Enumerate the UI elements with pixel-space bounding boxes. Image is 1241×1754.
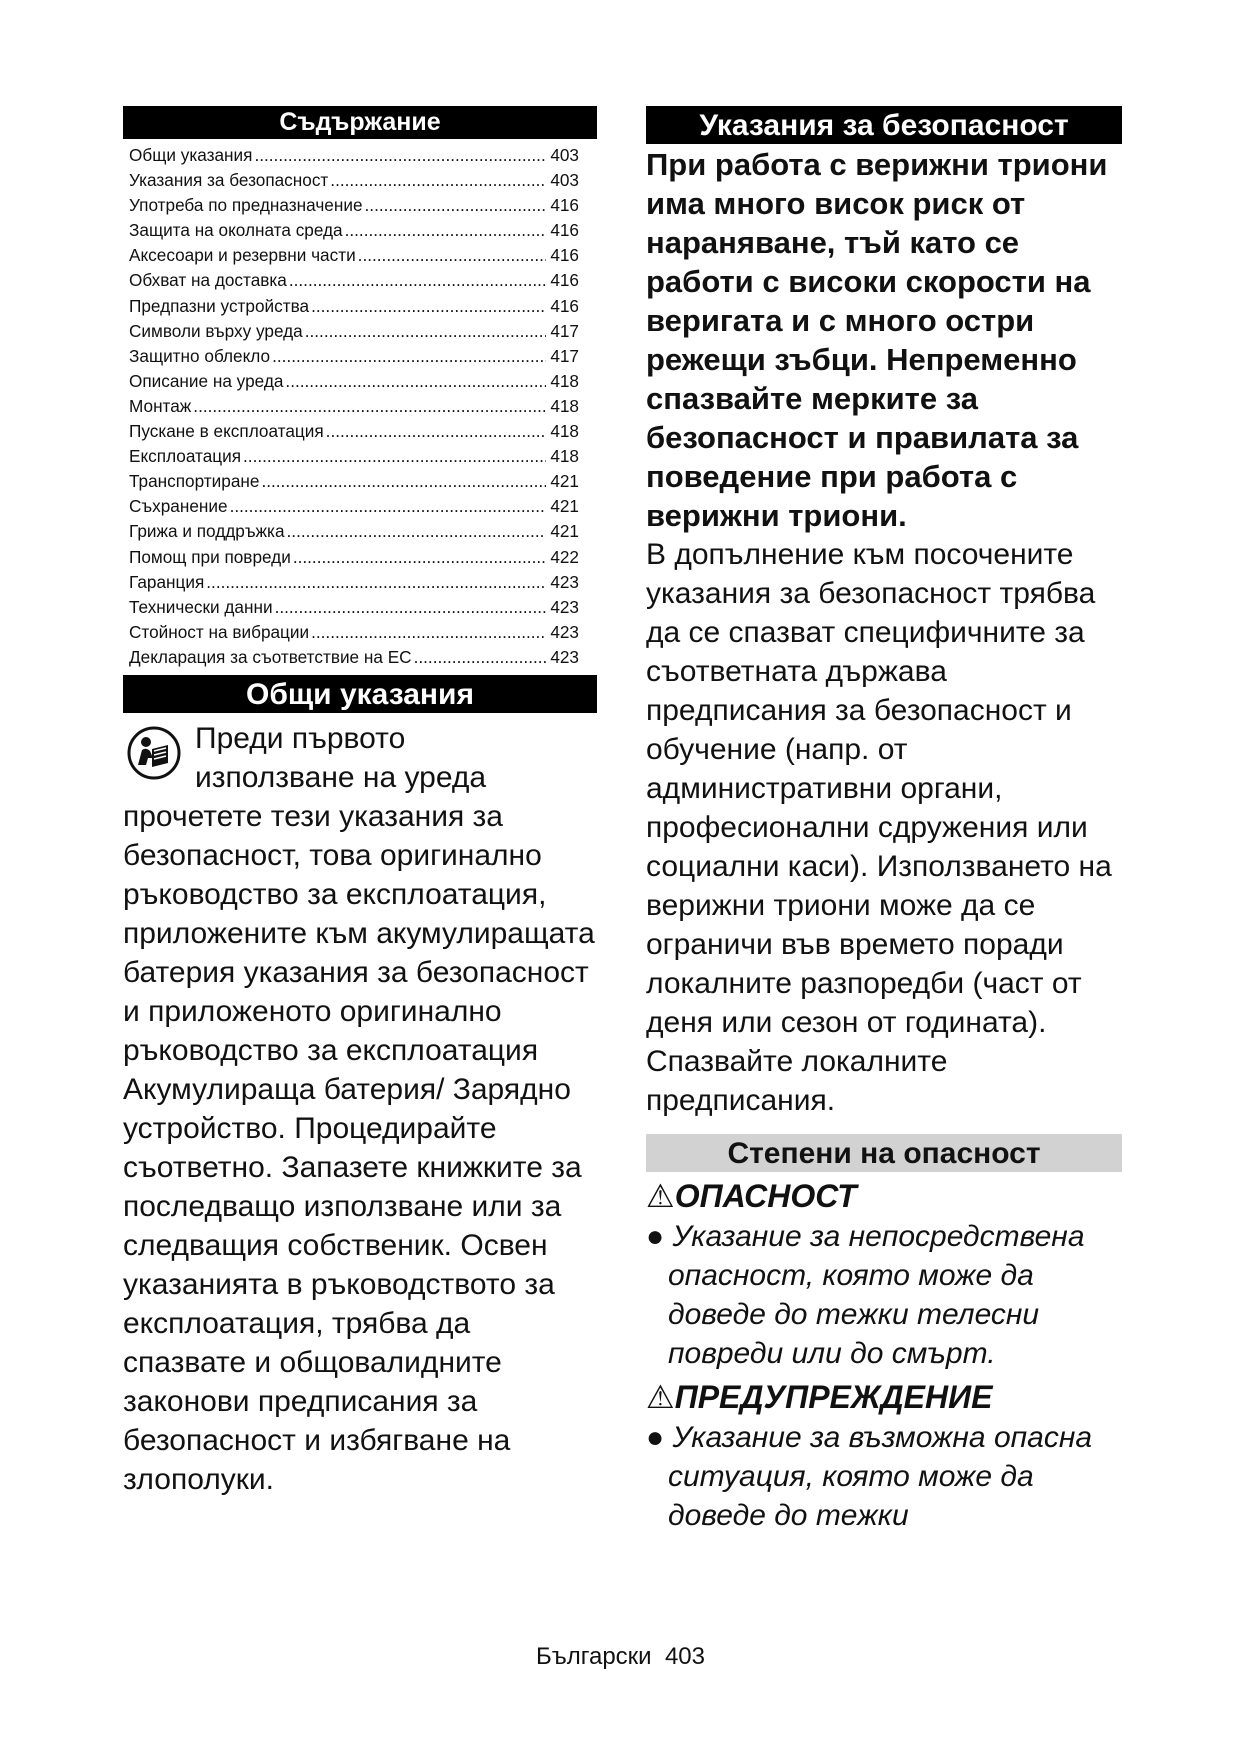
toc-item-title: Описание на уреда xyxy=(129,370,284,391)
toc-item-title: Монтаж xyxy=(129,395,192,416)
danger-levels-heading: Степени на опасност xyxy=(646,1134,1122,1172)
toc-item-title: Защитно облекло xyxy=(129,345,271,366)
toc-item[interactable] xyxy=(123,645,597,670)
toc-item[interactable] xyxy=(123,143,597,168)
toc-leader-dots xyxy=(261,469,546,494)
toc-leader-dots xyxy=(193,394,546,419)
toc-item-title: Защита на околната среда xyxy=(129,220,343,241)
toc-leader-dots xyxy=(311,294,546,319)
warning-triangle-icon: ⚠ xyxy=(646,1178,675,1214)
toc-heading: Съдържание xyxy=(123,106,597,139)
toc-item-title: Помощ при повреди xyxy=(129,546,291,567)
toc-item-page: 416 xyxy=(550,270,579,291)
toc-item-title: Символи върху уреда xyxy=(129,320,303,341)
toc-item[interactable] xyxy=(123,344,597,369)
toc-item-title: Грижа и поддръжка xyxy=(129,521,285,542)
danger-heading xyxy=(646,1176,1122,1217)
toc-item-page: 418 xyxy=(550,446,579,467)
toc-item-title: Пускане в експлоатация xyxy=(129,421,324,442)
toc-leader-dots xyxy=(414,645,547,670)
toc-leader-dots xyxy=(330,168,546,193)
toc-leader-dots xyxy=(287,519,547,544)
toc-item-page: 417 xyxy=(550,345,579,366)
toc-leader-dots xyxy=(358,243,547,268)
toc-leader-dots xyxy=(293,545,547,570)
footer-language: Български xyxy=(536,1643,652,1670)
toc-leader-dots xyxy=(243,444,546,469)
toc-leader-dots xyxy=(230,494,547,519)
toc-item-title: Технически данни xyxy=(129,596,273,617)
safety-heading: Указания за безопасност xyxy=(646,106,1122,144)
toc-item[interactable] xyxy=(123,570,597,595)
toc-item[interactable] xyxy=(123,319,597,344)
page-footer xyxy=(0,1643,1241,1671)
safety-text: В допълнение към посочените указания за безопасност трябва да се спазват специфичните за съответната държава предписания за безопасност и обучение (напр. от административни органи, професионални сдружения или социални каси). Използването на верижни триони може да се ограничи във времето поради локалните разпоредби (част от деня или сезон от годината). Спазвайте локалните предписания. xyxy=(646,538,1112,1117)
toc-item-page: 421 xyxy=(550,496,579,517)
toc-item-title: Транспортиране xyxy=(129,471,260,492)
toc-leader-dots xyxy=(326,419,547,444)
toc-item-title: Аксесоари и резервни части xyxy=(129,245,356,266)
toc-leader-dots xyxy=(305,319,547,344)
toc-item-page: 421 xyxy=(550,521,579,542)
toc-item-page: 416 xyxy=(550,245,579,266)
toc-item[interactable] xyxy=(123,620,597,645)
toc-item-page: 423 xyxy=(550,646,579,667)
toc-item[interactable] xyxy=(123,444,597,469)
general-notes-text xyxy=(123,719,597,1499)
toc-item-page: 403 xyxy=(550,145,579,165)
toc-leader-dots xyxy=(345,218,547,243)
toc-item-page: 416 xyxy=(550,220,579,241)
toc-item-page: 418 xyxy=(550,421,579,442)
toc-item-title: Стойност на вибрации xyxy=(129,621,310,642)
warning-item xyxy=(646,1418,1122,1535)
toc-leader-dots xyxy=(365,193,547,218)
toc-leader-dots xyxy=(285,369,546,394)
toc-item-title: Предпазни устройства xyxy=(129,295,310,316)
toc-item[interactable] xyxy=(123,519,597,544)
toc-item-page: 421 xyxy=(550,471,579,492)
toc-item-page: 418 xyxy=(550,370,579,391)
toc-item[interactable] xyxy=(123,419,597,444)
toc-item-title: Обхват на доставка xyxy=(129,270,287,291)
toc-item-title: Общи указания xyxy=(129,145,253,165)
general-body: прочетете тези указания за безопасност, това оригинално ръководство за експлоатация, приложените към акумулиращата батерия указания за безопасност и приложеното оригинално ръководство за експлоатация Акумулираща батерия/ Зарядно устройство. Процедирайте съответно. Запазете книжките за последващо използване или за следващия собственик. Освен указанията в ръководството за експлоатация, трябва да спазвате и общовалидните законови предписания за безопасност и избягване на злополуки. xyxy=(123,799,595,1496)
toc-item-title: Употреба по предназначение xyxy=(129,195,363,216)
toc-item[interactable] xyxy=(123,595,597,620)
safety-bold-text: При работа с верижни триони има много висок риск от нараняване, тъй като се работи с високи скорости на веригата и с много остри режещи зъбци. Непременно спазвайте мерките за безопасност и правилата за поведение при работа с верижни триони. xyxy=(646,147,1108,533)
toc-item[interactable] xyxy=(123,545,597,570)
toc-item-page: 423 xyxy=(550,621,579,642)
toc-item-title: Гаранция xyxy=(129,571,205,592)
danger-text: Указание за непосредствена опасност, която може да доведе до тежки телесни повреди или до смърт. xyxy=(668,1220,1085,1370)
toc-item-page: 416 xyxy=(550,295,579,316)
toc-item[interactable] xyxy=(123,243,597,268)
toc-leader-dots xyxy=(272,344,546,369)
toc-item[interactable] xyxy=(123,294,597,319)
bullet-icon: ● xyxy=(646,1421,665,1454)
toc-item-title: Съхранение xyxy=(129,496,228,517)
toc-item-title: Указания за безопасност xyxy=(129,170,329,191)
general-notes-heading: Общи указания xyxy=(123,675,597,713)
footer-page-number: 403 xyxy=(664,1643,705,1670)
toc-item-page: 416 xyxy=(550,195,579,216)
warning-triangle-icon: ⚠ xyxy=(646,1379,675,1415)
bullet-icon: ● xyxy=(646,1220,665,1253)
toc-item[interactable] xyxy=(123,369,597,394)
table-of-contents xyxy=(123,143,597,670)
toc-item[interactable] xyxy=(123,168,597,193)
toc-leader-dots xyxy=(206,570,546,595)
toc-leader-dots xyxy=(289,268,546,293)
danger-label: ОПАСНОСТ xyxy=(674,1178,857,1214)
toc-item-title: Декларация за съответствие на ЕС xyxy=(129,646,412,667)
toc-item-page: 417 xyxy=(550,320,579,341)
toc-item[interactable] xyxy=(123,268,597,293)
toc-item[interactable] xyxy=(123,218,597,243)
toc-leader-dots xyxy=(311,620,546,645)
toc-leader-dots xyxy=(275,595,547,620)
toc-item-page: 423 xyxy=(550,596,579,617)
warning-text: Указание за възможна опасна ситуация, която може да доведе до тежки xyxy=(668,1421,1093,1532)
danger-item xyxy=(646,1217,1122,1373)
warning-label: ПРЕДУПРЕЖДЕНИЕ xyxy=(674,1379,993,1415)
toc-item[interactable] xyxy=(123,469,597,494)
toc-item-page: 418 xyxy=(550,395,579,416)
toc-item-page: 423 xyxy=(550,571,579,592)
general-first-line-2: използване на уреда xyxy=(195,760,487,794)
toc-leader-dots xyxy=(254,143,546,168)
toc-item-title: Експлоатация xyxy=(129,446,242,467)
toc-item[interactable] xyxy=(123,494,597,519)
left-column xyxy=(123,106,597,1499)
warning-heading xyxy=(646,1377,1122,1418)
general-first-line-1: Преди първото xyxy=(195,721,406,755)
toc-item-page: 403 xyxy=(550,170,579,191)
right-column xyxy=(646,106,1122,1535)
read-manual-icon xyxy=(126,725,182,781)
toc-item[interactable] xyxy=(123,394,597,419)
toc-item-page: 422 xyxy=(550,546,579,567)
toc-item[interactable] xyxy=(123,193,597,218)
